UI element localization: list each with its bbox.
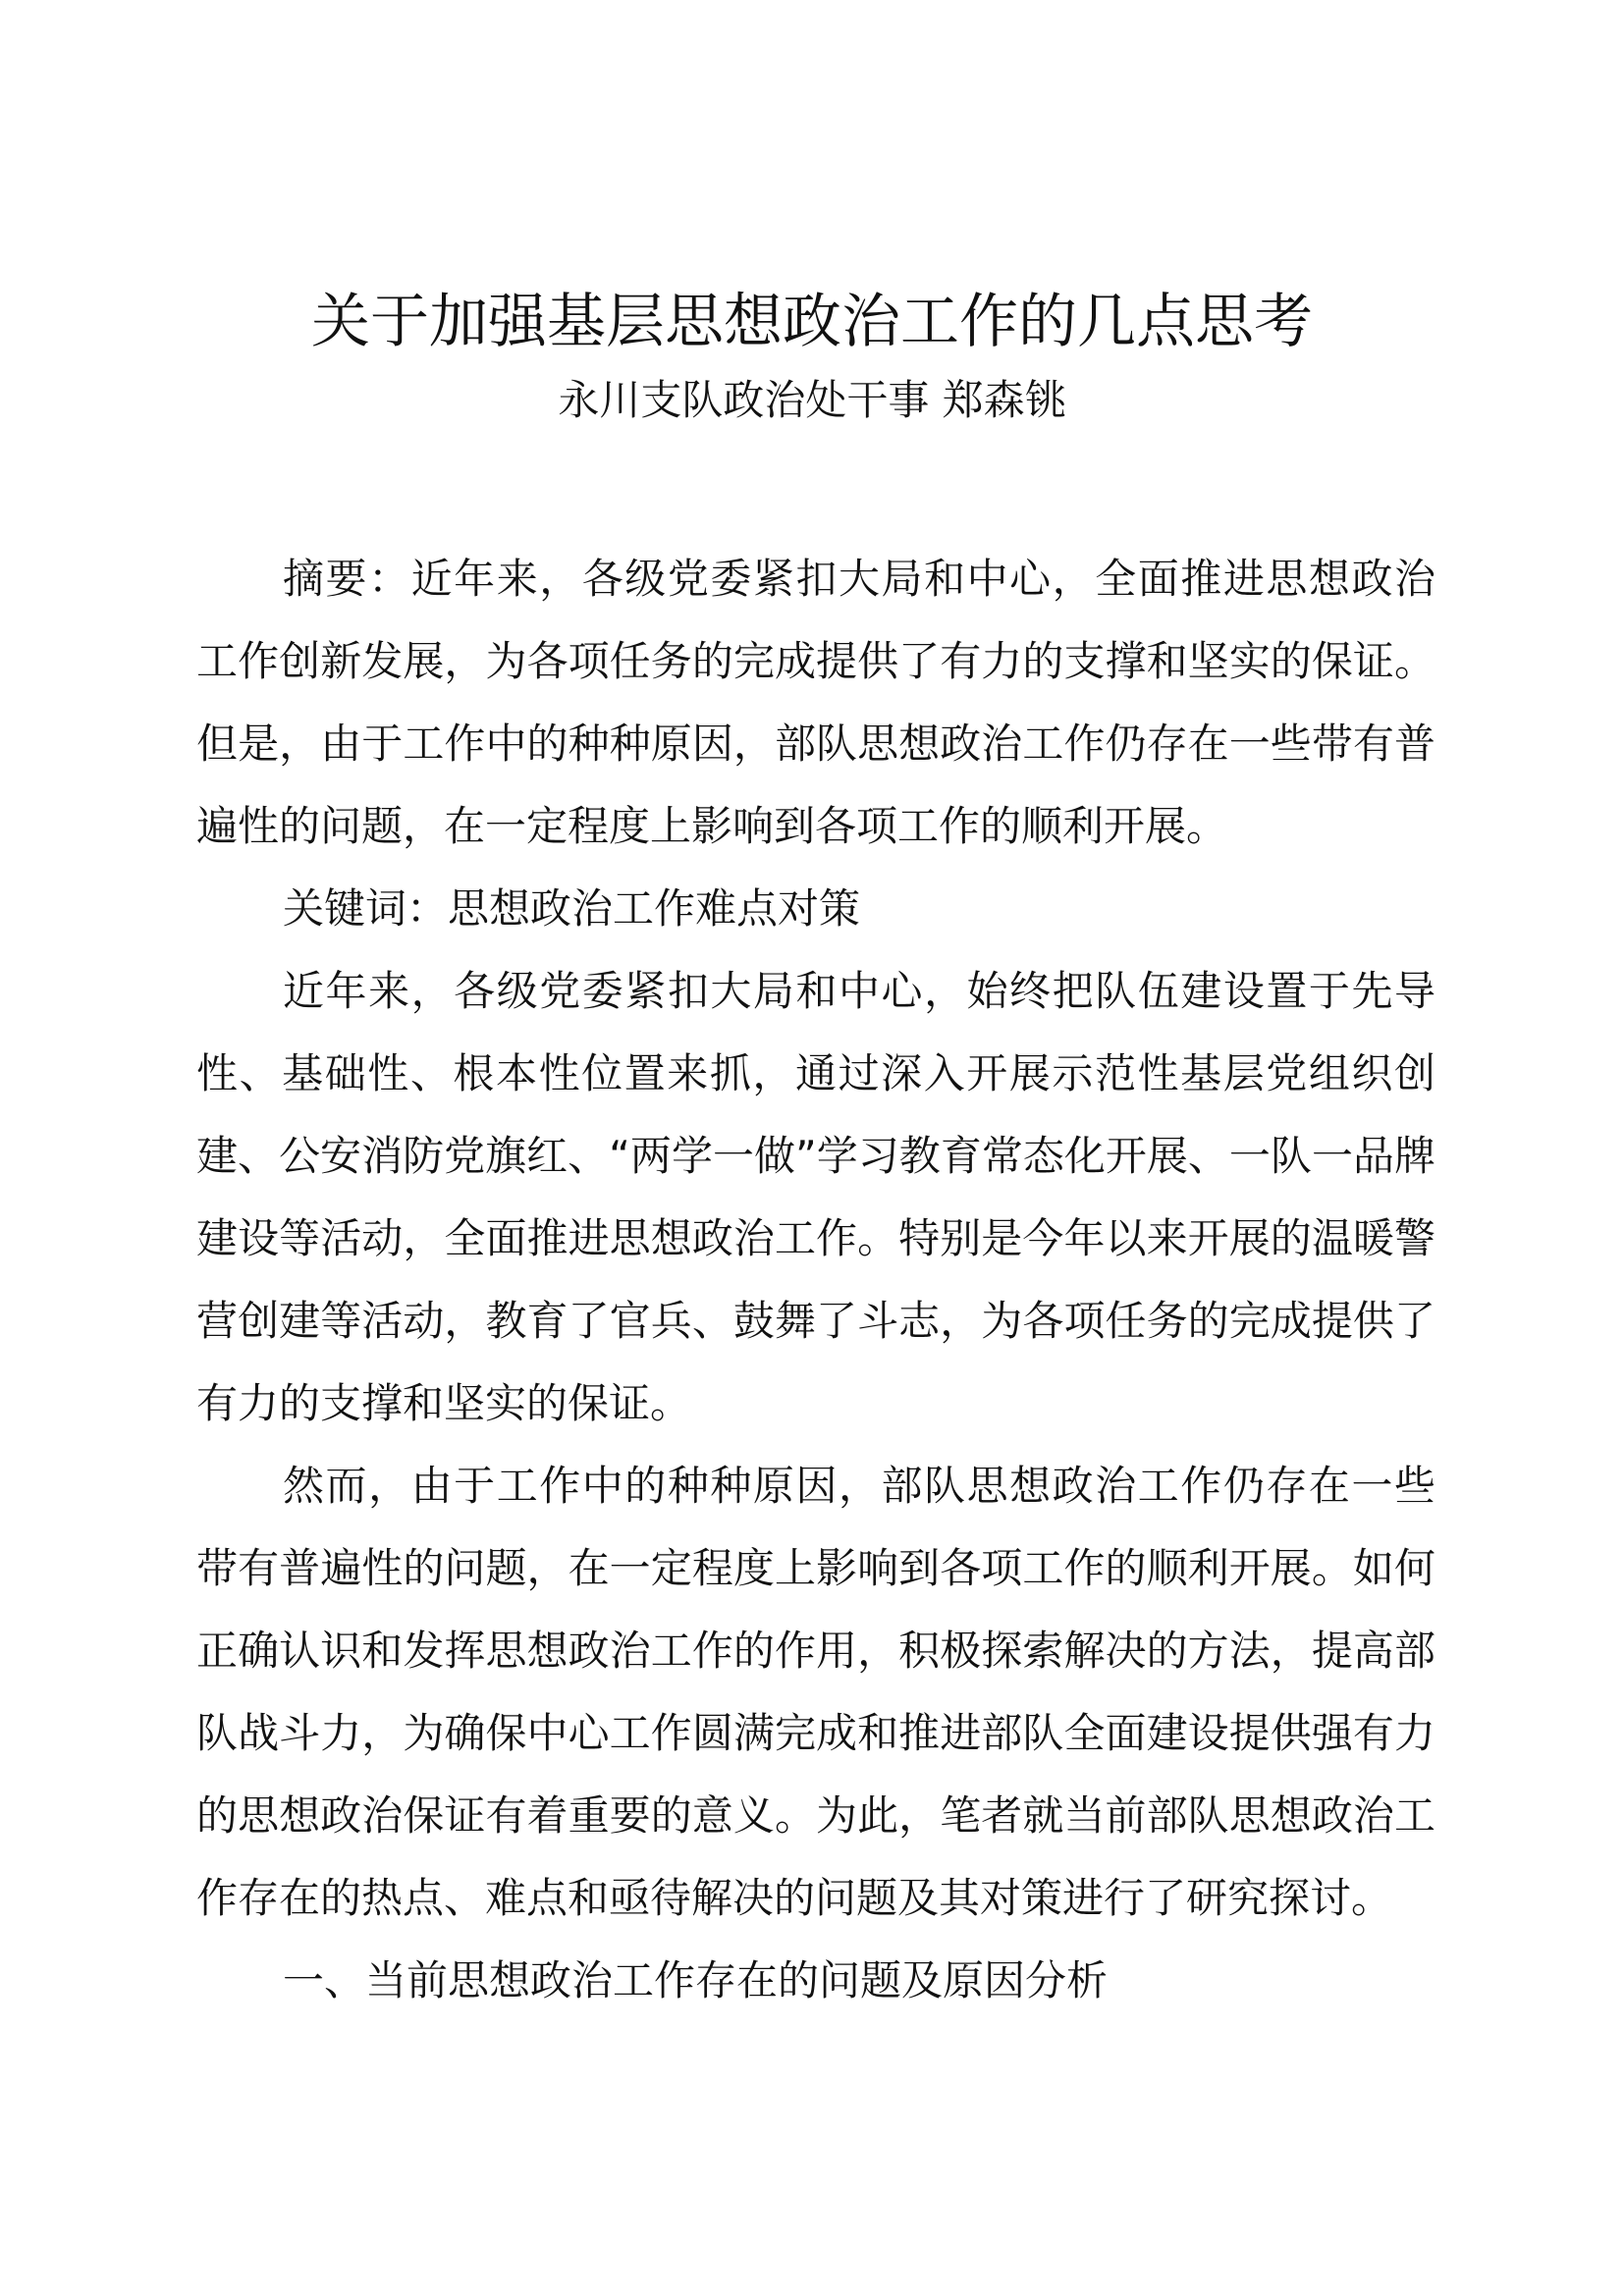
section-heading: 一、当前思想政治工作存在的问题及原因分析 xyxy=(283,1956,1109,2004)
abstract-paragraph: 摘要：近年来，各级党委紧扣大局和中心，全面推进思想政治工作创新发展，为各项任务的完成提供了有力的支撑和坚实的保证。但是，由于工作中的种种原因，部队思想政治工作仍存在一些带有普遍性的问题，在一定程度上影响到各项工作的顺利开展。 xyxy=(196,555,1435,850)
author-line: 永川支队政治处干事 郑森铫 xyxy=(558,376,1066,424)
keywords-paragraph: 关键词：思想政治工作难点对策 xyxy=(283,884,861,933)
document-body xyxy=(196,538,1435,2022)
body-paragraph-2: 然而，由于工作中的种种原因，部队思想政治工作仍存在一些带有普遍性的问题，在一定程度上影响到各项工作的顺利开展。如何正确认识和发挥思想政治工作的作用，积极探索解决的方法，提高部队战斗力，为确保中心工作圆满完成和推进部队全面建设提供强有力的思想政治保证有着重要的意义。为此，笔者就当前部队思想政治工作存在的热点、难点和亟待解决的问题及其对策进行了研究探讨。 xyxy=(196,1462,1435,1922)
body-paragraph-1: 近年来，各级党委紧扣大局和中心，始终把队伍建设置于先导性、基础性、根本性位置来抓，通过深入开展示范性基层党组织创建、公安消防党旗红、“两学一做”学习教育常态化开展、一队一品牌建设等活动，全面推进思想政治工作。特别是今年以来开展的温暖警营创建等活动，教育了官兵、鼓舞了斗志，为各项任务的完成提供了有力的支撑和坚实的保证。 xyxy=(196,967,1435,1427)
document-title: 关于加强基层思想政治工作的几点思考 xyxy=(311,288,1313,356)
